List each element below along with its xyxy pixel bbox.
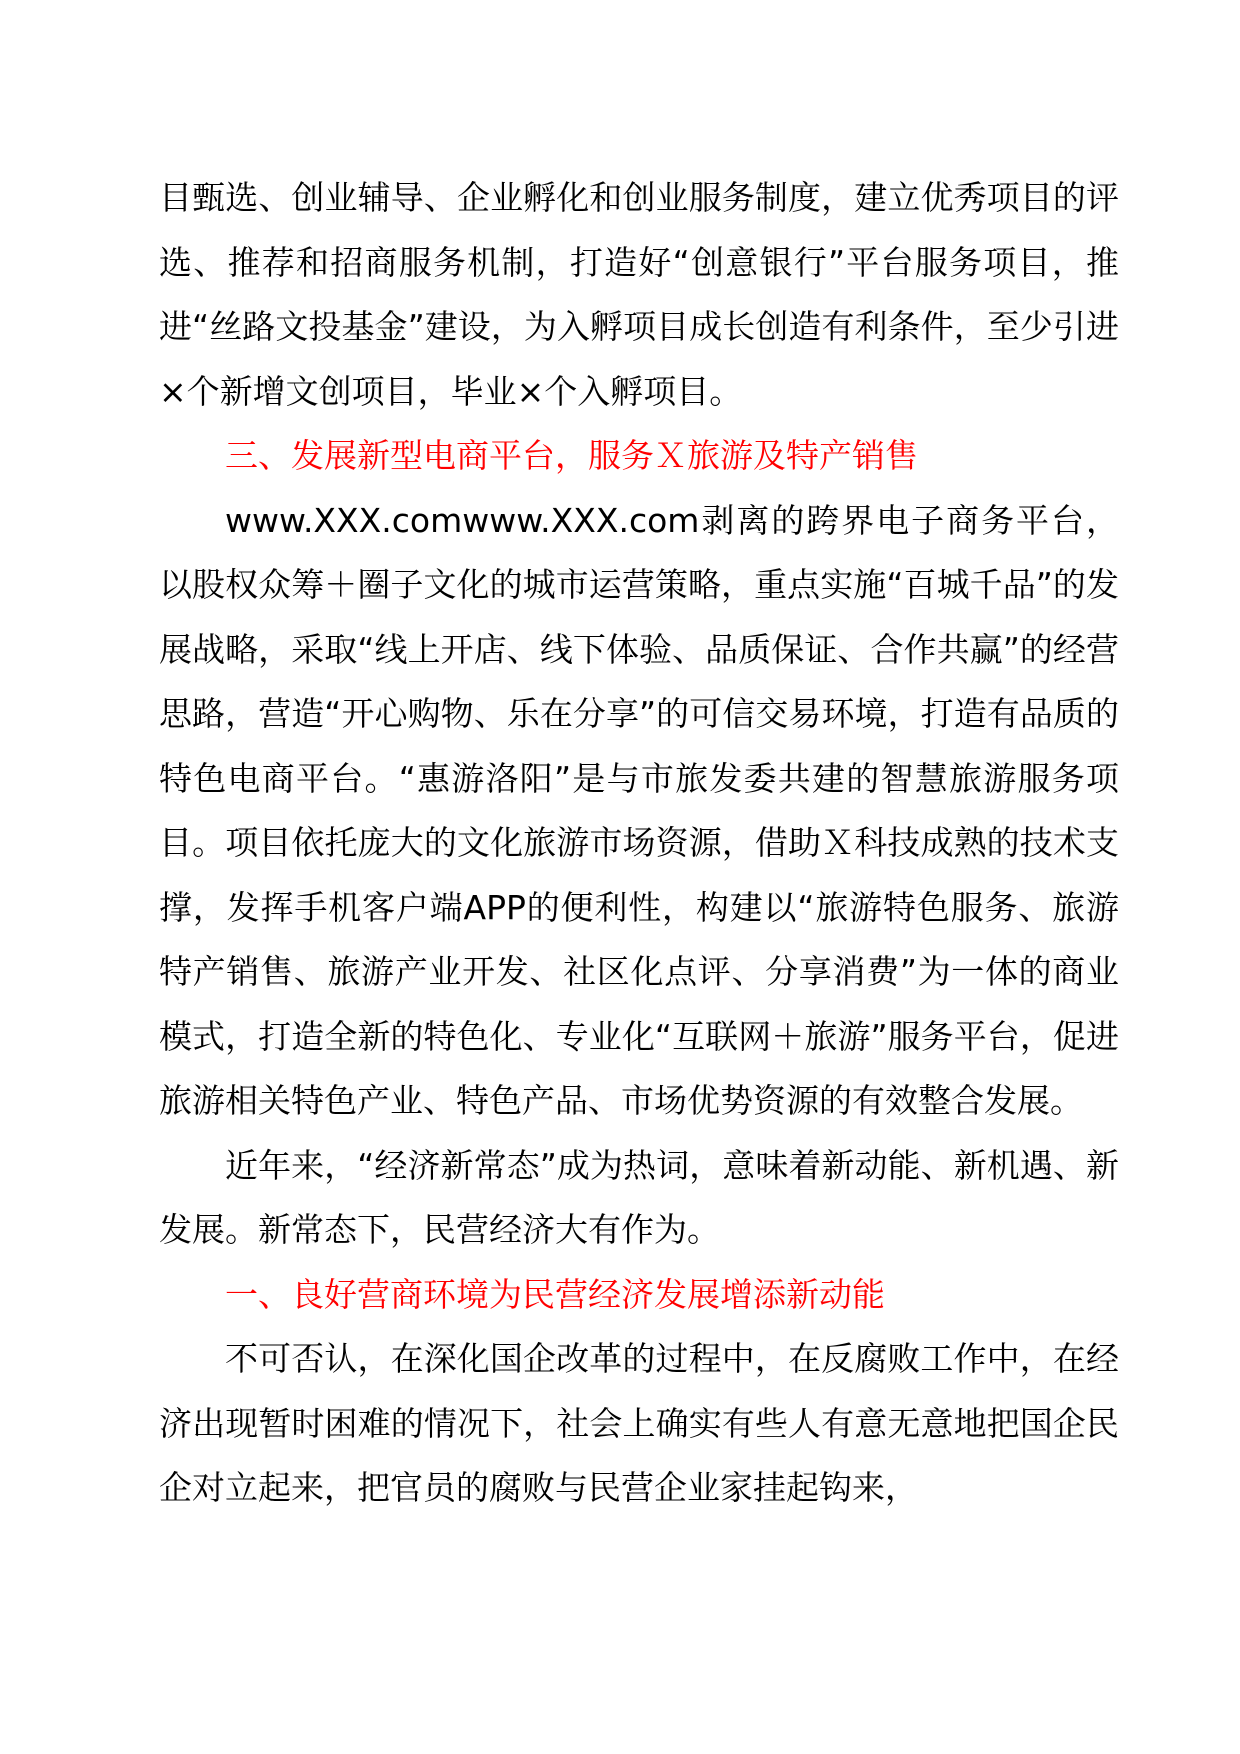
paragraph-new-normal: 近年来，“经济新常态”成为热词，意味着新动能、新机遇、新发展。新常态下，民营经济大有作为。 xyxy=(159,1145,1119,1249)
document-body xyxy=(159,166,1119,1521)
section-heading-1: 一、良好营商环境为民营经济发展增添新动能 xyxy=(225,1274,885,1314)
section-heading-3: 三、发展新型电商平台，服务Ｘ旅游及特产销售 xyxy=(225,436,918,475)
paragraph-reform: 不可否认，在深化国企改革的过程中，在反腐败工作中，在经济出现暂时困难的情况下，社会上确实有些人有意无意地把国企民企对立起来，把官员的腐败与民营企业家挂起钩来， xyxy=(159,1339,1119,1507)
paragraph-ecommerce: www.XXX.comwww.XXX.com剥离的跨界电子商务平台，以股权众筹＋圈子文化的城市运营策略，重点实施“百城千品”的发展战略，采取“线上开店、线下体验、品质保证、合作共赢”的经营思路，营造“开心购物、乐在分享”的可信交易环境，打造有品质的特色电商平台。“惠游洛阳”是与市旅发委共建的智慧旅游服务项目。项目依托庞大的文化旅游市场资源，借助Ｘ科技成熟的技术支撑，发挥手机客户端APP的便利性，构建以“旅游特色服务、旅游特产销售、旅游产业开发、社区化点评、分享消费”为一体的商业模式，打造全新的特色化、专业化“互联网＋旅游”服务平台，促进旅游相关特色产业、特色产品、市场优势资源的有效整合发展。 xyxy=(159,500,1119,1120)
paragraph-continuation: 目甄选、创业辅导、企业孵化和创业服务制度，建立优秀项目的评选、推荐和招商服务机制，打造好“创意银行”平台服务项目，推进“丝路文投基金”建设，为入孵项目成长创造有利条件，至少引进×个新增文创项目，毕业×个入孵项目。 xyxy=(159,178,1119,411)
